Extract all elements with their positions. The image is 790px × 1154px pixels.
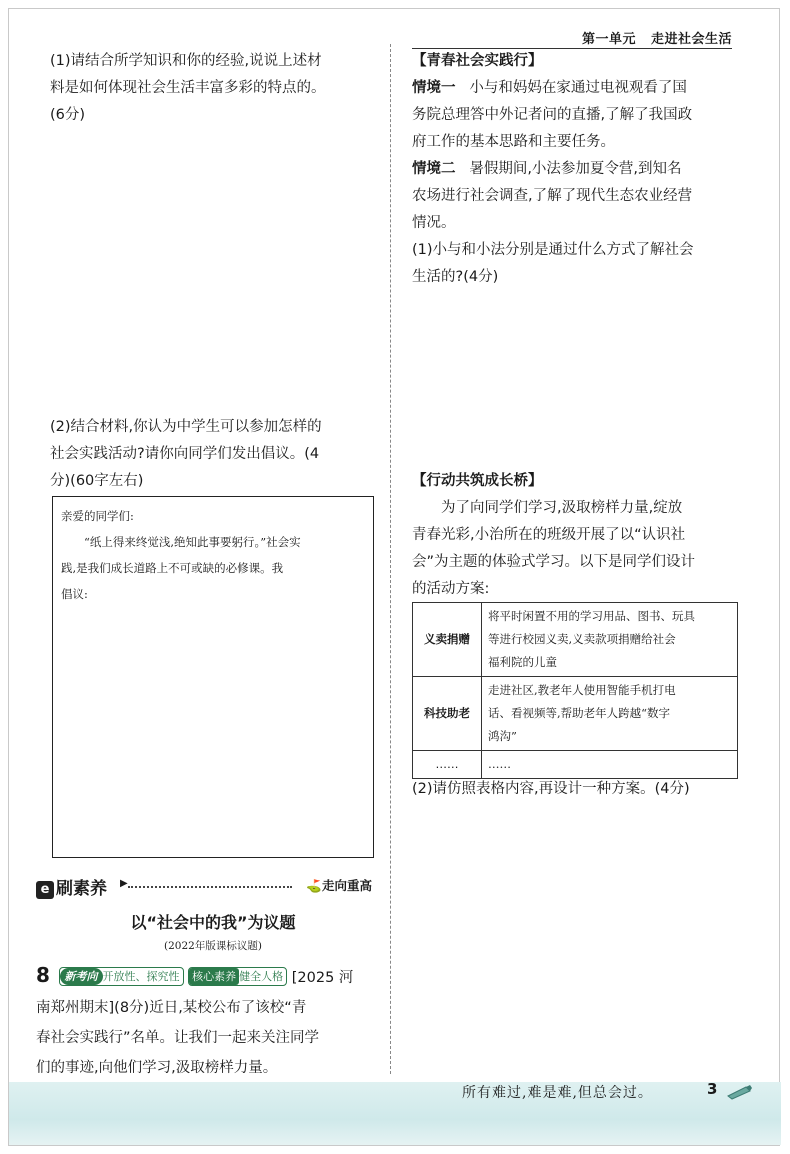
text-line: 春社会实践行”名单。让我们一起来关注同学 (36, 1030, 320, 1046)
page-number: 3 (707, 1080, 718, 1098)
arrow-right-icon: ▶ (120, 878, 128, 889)
text-line: 小与和妈妈在家通过电视观看了国 (469, 80, 687, 96)
activity-plan-table (412, 602, 738, 779)
letter-greeting: 亲爱的同学们: (61, 509, 134, 523)
brush-logo: e 刷素养 (36, 874, 107, 899)
scenario-label: 情境一 (412, 80, 456, 96)
text-line: 社会实践活动?请你向同学们发出倡议。(4 (50, 446, 320, 462)
brush-target: ⛳走向重高 (306, 878, 372, 893)
table-cell-head: 科技助老 (413, 677, 482, 751)
text-line: (6分) (50, 107, 86, 123)
unit-title: 走进社会生活 (650, 32, 732, 47)
text-line: 务院总理答中外记者问的直播,了解了我国政 (412, 107, 693, 123)
table-row (413, 603, 738, 677)
dotted-leader (128, 886, 292, 888)
right-section-action (412, 468, 737, 603)
right-question-2 (412, 776, 737, 803)
text-line: 料是如何体现社会生活丰富多彩的特点的。 (50, 80, 326, 96)
text-line: 们的事迹,向他们学习,汲取榜样力量。 (36, 1060, 278, 1076)
section-heading: 【青春社会实践行】 (412, 53, 543, 69)
table-cell: 将平时闲置不用的学习用品、图书、玩具 等进行校园义卖,义卖款项捐赠给社会 福利院的儿童 (482, 603, 738, 677)
text-line: 生活的?(4分) (412, 269, 499, 285)
letter-line: 倡议: (61, 587, 88, 601)
footer-motto: 所有难过,难是难,但总会过。 (462, 1085, 653, 1101)
text-line: (1)请结合所学知识和你的经验,说说上述材 (50, 53, 322, 69)
text-line: 为了向同学们学习,汲取榜样力量,绽放 (441, 500, 683, 516)
brush-section-bar (36, 874, 376, 898)
text-line: 农场进行社会调查,了解了现代生态农业经营 (412, 188, 693, 204)
table-row (413, 751, 738, 779)
table-cell: 走进社区,教老年人使用智能手机打电 话、看视频等,帮助老年人跨越“数字 鸿沟” (482, 677, 738, 751)
question-source: [2025 河 (291, 970, 354, 986)
text-line: 暑假期间,小法参加夏令营,到知名 (469, 161, 682, 177)
topic-subtitle: (2022年版课标议题) (164, 940, 262, 952)
right-section-practice (412, 48, 737, 291)
e-icon: e (36, 881, 54, 899)
text-line: 的活动方案: (412, 581, 490, 597)
page-header (572, 28, 732, 47)
topic-title: 以“社会中的我”为议题 (130, 913, 296, 932)
table-cell-head: …… (413, 751, 482, 779)
tag-core-literacy: 核心素养 健全人格 (188, 967, 287, 986)
table-cell: …… (482, 751, 738, 779)
tag-new-direction: 新考向 开放性、探究性 (59, 967, 184, 986)
unit-label: 第一单元 (581, 32, 636, 47)
text-line: 分)(60字左右) (50, 473, 144, 489)
question-number: 8 (36, 963, 50, 987)
pencil-icon (726, 1084, 754, 1100)
left-question-2 (50, 414, 376, 495)
text-line: (2)请仿照表格内容,再设计一种方案。(4分) (412, 781, 690, 797)
text-line: 青春光彩,小治所在的班级开展了以“认识社 (412, 527, 686, 543)
footer-band (9, 1082, 781, 1145)
flag-icon: ⛳ (306, 878, 322, 893)
question-8 (36, 960, 378, 1083)
text-line: 情况。 (412, 215, 456, 231)
text-line: (2)结合材料,你认为中学生可以参加怎样的 (50, 419, 322, 435)
letter-line: 践,是我们成长道路上不可或缺的必修课。我 (61, 561, 284, 575)
letter-line: “纸上得来终觉浅,绝知此事要躬行。”社会实 (84, 535, 301, 549)
text-line: 会”为主题的体验式学习。以下是同学们设计 (412, 554, 696, 570)
scenario-label: 情境二 (412, 161, 456, 177)
table-row (413, 677, 738, 751)
left-question-1 (50, 48, 376, 129)
text-line: 南郑州期末](8分)近日,某校公布了该校“青 (36, 1000, 307, 1016)
column-divider (390, 44, 391, 1074)
text-line: (1)小与和小法分别是通过什么方式了解社会 (412, 242, 694, 258)
text-line: 府工作的基本思路和主要任务。 (412, 134, 615, 150)
section-heading: 【行动共筑成长桥】 (412, 473, 543, 489)
table-cell-head: 义卖捐赠 (413, 603, 482, 677)
proposal-answer-box[interactable] (52, 496, 374, 858)
